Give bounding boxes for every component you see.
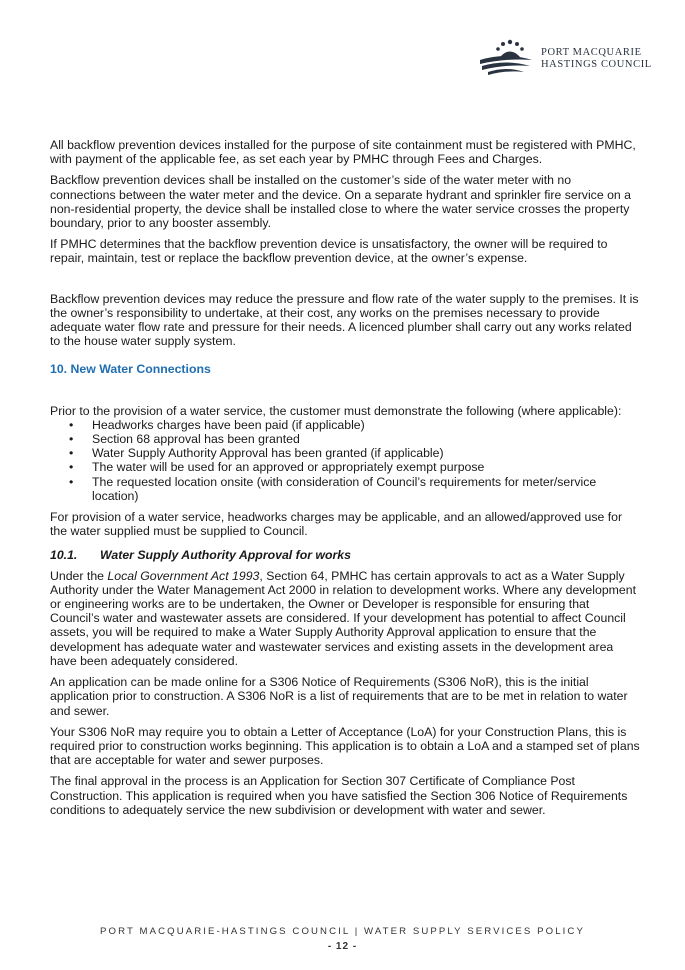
- text-fragment: Under the: [50, 568, 108, 583]
- paragraph-s306: An application can be made online for a S306 Notice of Requirements (S306 NoR), this is the initial application prior to construction. A S306 NoR is a list of requirements that are to be met in relation to water and sewer.: [50, 675, 628, 718]
- council-logo: [478, 38, 652, 76]
- paragraph-unsatisfactory: If PMHC determines that the backflow prevention device is unsatisfactory, the owner will be required to repair, maintain, test or replace the backflow prevention device, at the owner’s expense.: [50, 237, 608, 266]
- section-10-heading: 10. New Water Connections: [50, 362, 211, 377]
- section-10-closing: For provision of a water service, headworks charges may be applicable, and an allowed/approved use for the water supplied must be supplied to Council.: [50, 510, 623, 539]
- list-item: • Water Supply Authority Approval has been granted (if applicable): [92, 446, 640, 460]
- paragraph-s307: The final approval in the process is an Application for Section 307 Certificate of Compliance Post Construction. This application is required when you have satisfied the Section 306 Notice of Requirements conditions to adequately service the new subdivision or development with water and sewer.: [50, 774, 628, 817]
- council-emblem-icon: [478, 38, 534, 76]
- paragraph-registration: All backflow prevention devices installed for the purpose of site containment must be registered with PMHC, with payment of the applicable fee, as set each year by PMHC through Fees and Charges.: [50, 138, 636, 167]
- page-number: - 12 -: [327, 941, 358, 952]
- logo-line1: PORT MACQUARIE: [541, 47, 642, 58]
- section-number: 10.1.: [50, 548, 78, 563]
- page-footer: PORT MACQUARIE-HASTINGS COUNCIL | WATER SUPPLY SERVICES POLICY: [100, 926, 585, 937]
- list-item: • Headworks charges have been paid (if applicable): [92, 418, 640, 432]
- logo-wordmark: [541, 47, 652, 71]
- document-body: [50, 138, 640, 824]
- section-10-1-heading: [50, 548, 640, 562]
- list-item: • Section 68 approval has been granted: [92, 432, 640, 446]
- section-title: Water Supply Authority Approval for works: [100, 548, 351, 563]
- paragraph-loa: Your S306 NoR may require you to obtain a Letter of Acceptance (LoA) for your Construction Plans, this is required prior to construction works beginning. This application is to obtain a LoA and a stamped set of plans that are acceptable for water and sewer purposes.: [50, 724, 640, 768]
- list-item: • The water will be used for an approved or appropriately exempt purpose: [92, 460, 640, 474]
- logo-line2: HASTINGS COUNCIL: [541, 59, 652, 70]
- paragraph-installation: Backflow prevention devices shall be installed on the customer’s side of the water meter with no connections between the water meter and the device. On a separate hydrant and sprinkler fire service on a non-residential property, the device shall be installed close to where the water service crosses the property boundary, prior to any booster assembly.: [50, 173, 632, 231]
- requirements-list: [50, 418, 640, 503]
- list-item: • The requested location onsite (with consideration of Council’s requirements for meter/service location): [92, 475, 640, 503]
- text-fragment: , Section 64, PMHC has certain approvals to act as a Water Supply Authority under the Water Management Act 2000 in relation to development works. Where any development or engineering works are to be undertaken, the Owner or Developer is responsible for ensuring that Council’s water and wastewater assets are considered. If your development has potential to affect Council assets, you will be required to make a Water Supply Authority Approval application to ensure that the development has adequate water and wastewater services and existing assets in the development area have been adequately considered.: [50, 568, 637, 668]
- paragraph-authority: [50, 569, 640, 668]
- paragraph-pressure: Backflow prevention devices may reduce the pressure and flow rate of the water supply to the premises. It is the owner’s responsibility to undertake, at their cost, any works on the premises necessary to provide adequate water flow rate and pressure for their needs. A licenced plumber shall carry out any works related to the house water supply system.: [50, 291, 639, 349]
- section-10-intro: Prior to the provision of a water service, the customer must demonstrate the following (where applicable):: [50, 403, 622, 418]
- act-title: Local Government Act 1993: [107, 568, 260, 583]
